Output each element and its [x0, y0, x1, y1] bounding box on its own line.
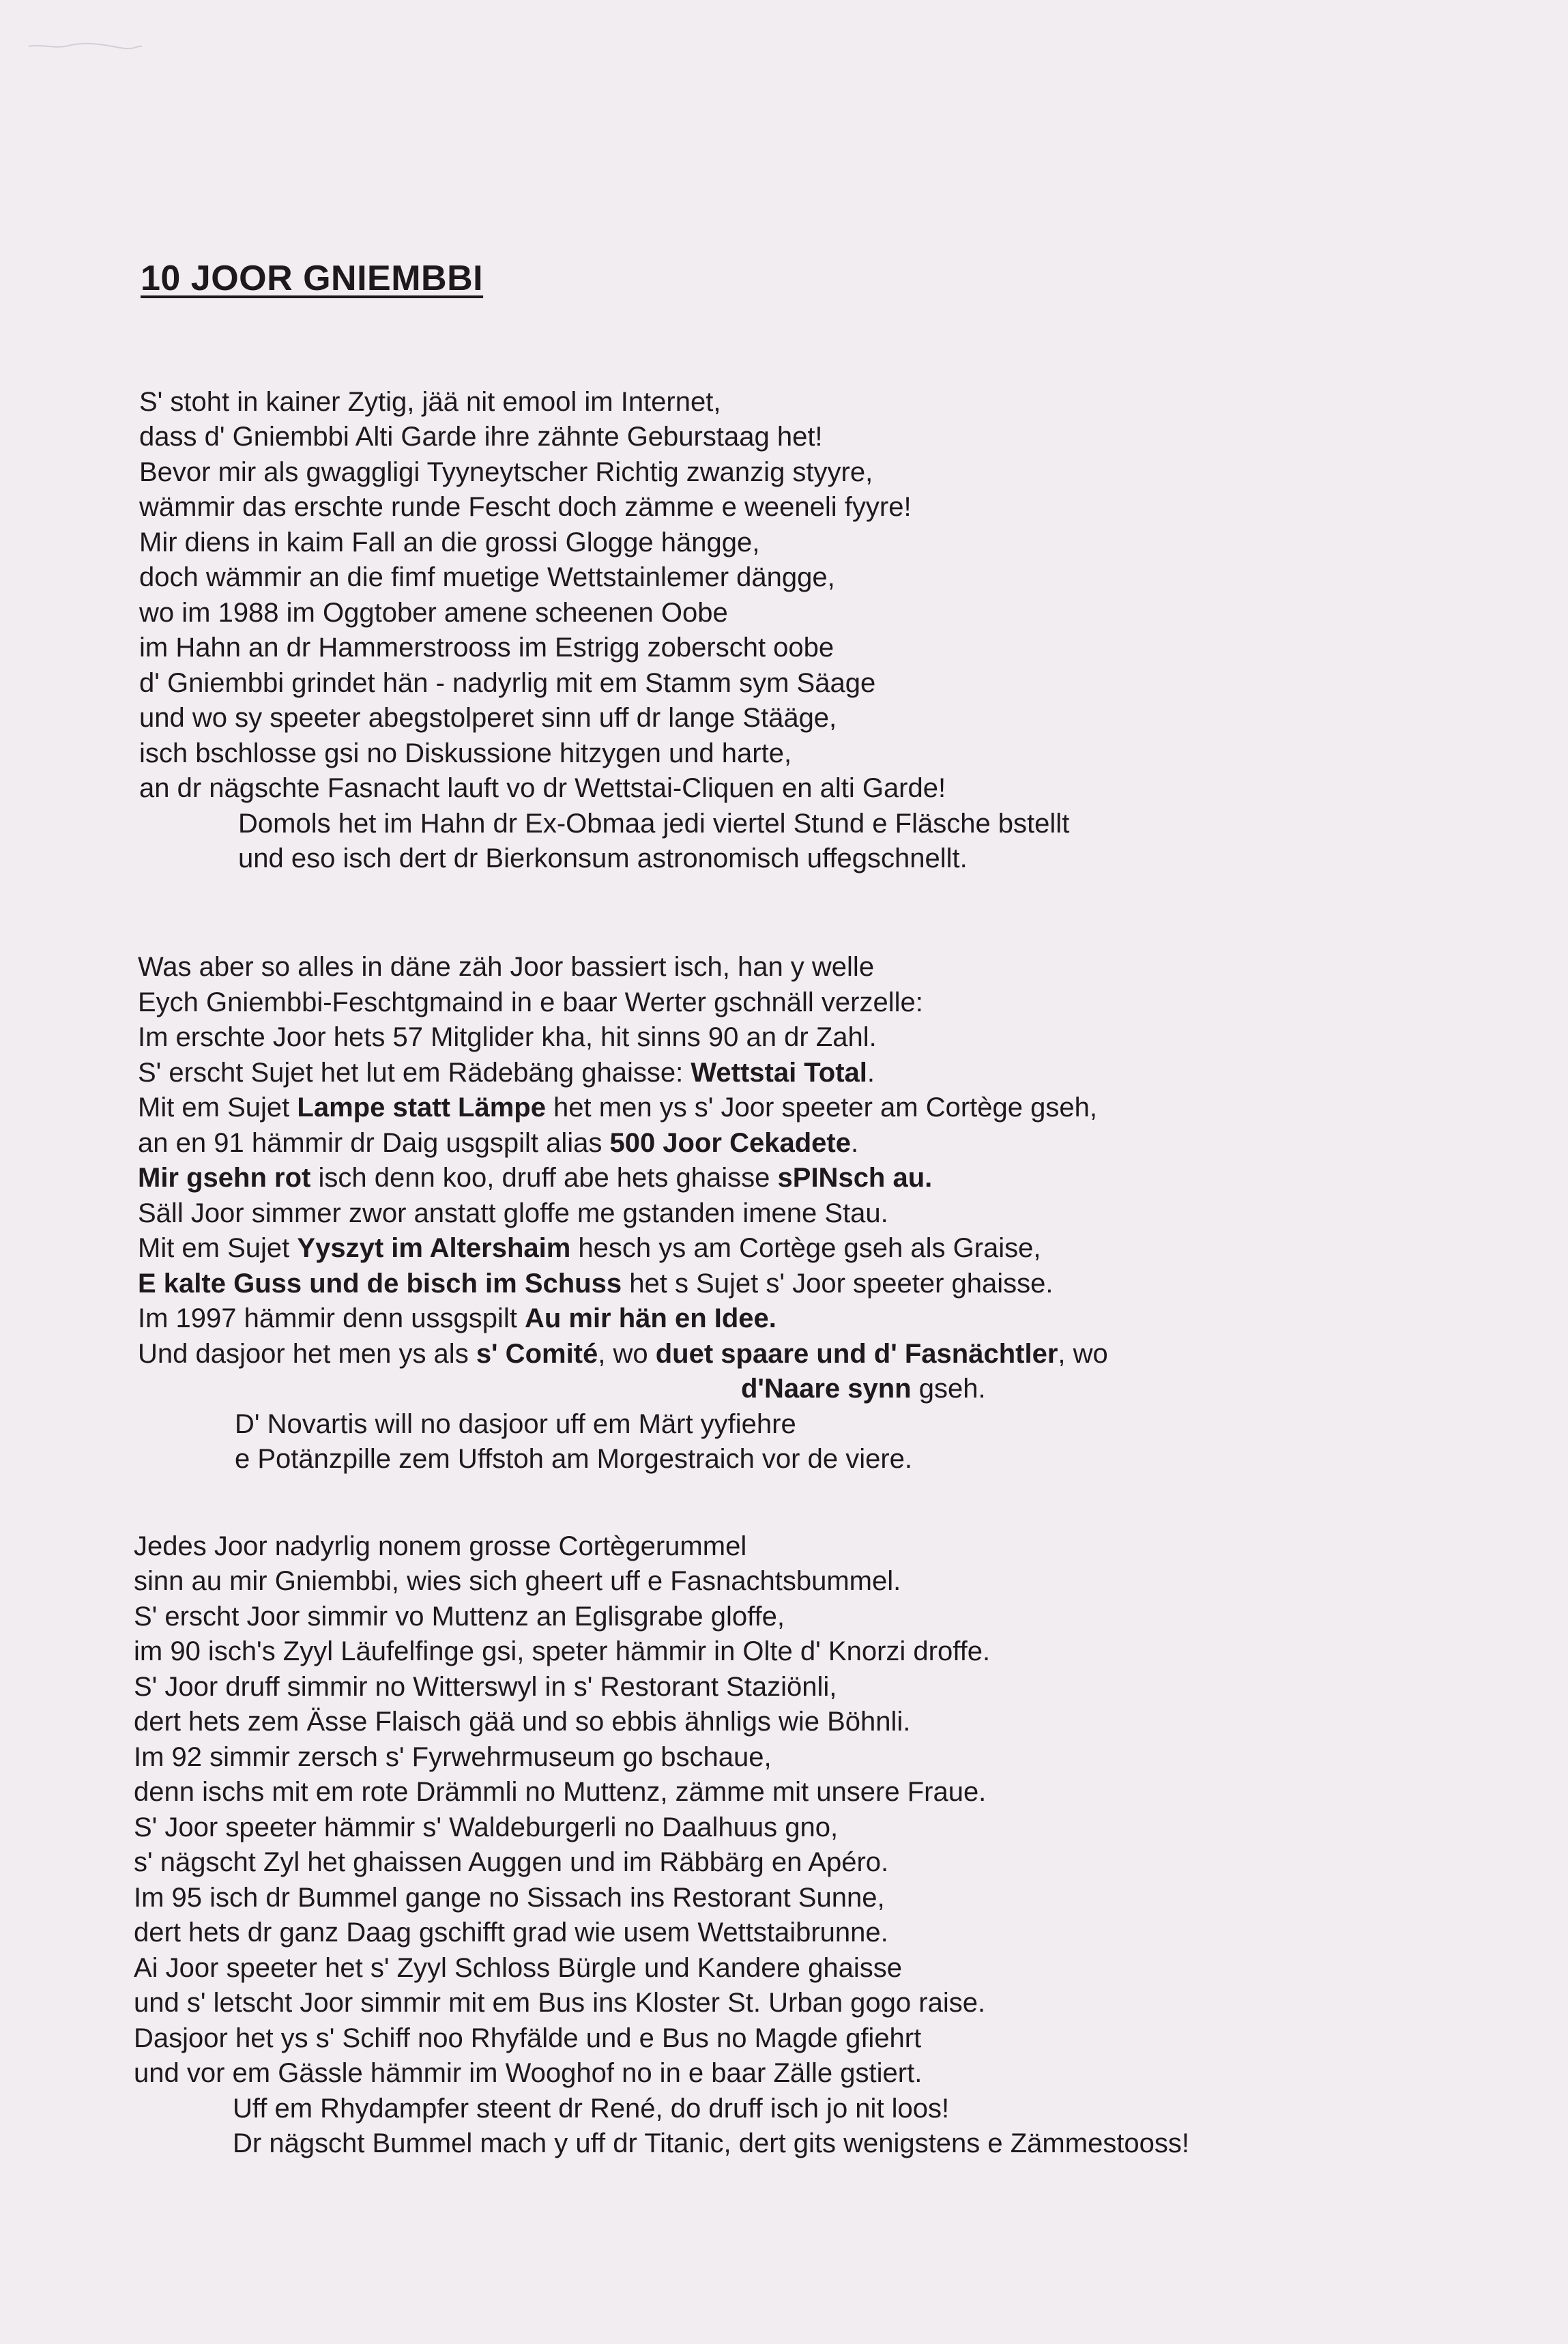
- line-text: an en 91 hämmir dr Daig usgspilt alias: [138, 1128, 610, 1158]
- line-text: Mit em Sujet: [138, 1233, 297, 1263]
- stanza-3-line: und s' letscht Joor simmir mit em Bus ins Kloster St. Urban gogo raise.: [134, 1988, 986, 2018]
- stanza-2-line: Was aber so alles in däne zäh Joor bassiert isch, han y welle: [138, 952, 875, 982]
- stanza-1-line: Bevor mir als gwaggligi Tyyneytscher Richtig zwanzig styyre,: [139, 457, 873, 487]
- sujet-name: Au mir hän en Idee.: [524, 1303, 776, 1333]
- sujet-name: 500 Joor Cekadete: [609, 1128, 851, 1158]
- stanza-3-line: S' Joor speeter hämmir s' Waldeburgerli no Daalhuus gno,: [134, 1812, 839, 1842]
- sujet-name: s' Comité: [476, 1339, 598, 1369]
- stanza-3-line: s' nägscht Zyl het ghaissen Auggen und im Räbbärg en Apéro.: [134, 1847, 889, 1877]
- stanza-2-line: [138, 1125, 858, 1161]
- stanza-3-line: Ai Joor speeter het s' Zyyl Schloss Bürgle und Kandere ghaisse: [134, 1953, 903, 1983]
- line-text: het s Sujet s' Joor speeter ghaisse.: [622, 1269, 1054, 1299]
- line-text: Und dasjoor het men ys als: [138, 1339, 476, 1369]
- stanza-1-line: im Hahn an dr Hammerstrooss im Estrigg zoberscht oobe: [139, 633, 834, 663]
- stanza-1-line-indented: Domols het im Hahn dr Ex-Obmaa jedi viertel Stund e Fläsche bstellt: [238, 809, 1070, 839]
- sujet-name: Lampe statt Lämpe: [297, 1093, 546, 1123]
- stanza-2-line: Eych Gniembbi-Feschtgmaind in e baar Werter gschnäll verzelle:: [138, 987, 923, 1017]
- stanza-1-line: wämmir das erschte runde Fescht doch zämme e weeneli fyyre!: [139, 492, 912, 522]
- stanza-1-line: d' Gniembbi grindet hän - nadyrlig mit em Stamm sym Säage: [139, 668, 876, 698]
- line-text: S' erscht Sujet het lut em Rädebäng ghaisse:: [138, 1058, 691, 1088]
- stanza-1-line: isch bschlosse gsi no Diskussione hitzygen und harte,: [139, 738, 792, 768]
- stanza-3-line: Dasjoor het ys s' Schiff noo Rhyfälde und e Bus no Magde gfiehrt: [134, 2023, 922, 2053]
- stanza-2-line-continuation: [741, 1371, 986, 1406]
- stanza-2-line: Im erschte Joor hets 57 Mitglider kha, hit sinns 90 an dr Zahl.: [138, 1022, 877, 1052]
- line-text: het men ys s' Joor speeter am Cortège gseh,: [545, 1093, 1097, 1123]
- stanza-1-line: dass d' Gniembbi Alti Garde ihre zähnte Geburstaag het!: [139, 422, 823, 452]
- stanza-2-line-indented: e Potänzpille zem Uffstoh am Morgestraich vor de viere.: [235, 1444, 913, 1474]
- stanza-3-line: Im 95 isch dr Bummel gange no Sissach ins Restorant Sunne,: [134, 1883, 885, 1913]
- stanza-2-line: [138, 1160, 932, 1196]
- stanza-3-line: S' Joor druff simmir no Witterswyl in s' Restorant Staziönli,: [134, 1672, 837, 1702]
- stanza-3-line: S' erscht Joor simmir vo Muttenz an Eglisgrabe gloffe,: [134, 1602, 785, 1632]
- stanza-1-line: und wo sy speeter abegstolperet sinn uff dr lange Stääge,: [139, 703, 837, 733]
- stanza-2-line: [138, 1301, 776, 1336]
- stanza-2-line: Säll Joor simmer zwor anstatt gloffe me gstanden imene Stau.: [138, 1198, 888, 1228]
- sujet-name: Wettstai Total: [691, 1058, 867, 1088]
- stanza-3-line: Im 92 simmir zersch s' Fyrwehrmuseum go bschaue,: [134, 1742, 772, 1772]
- paper-smudge: [27, 41, 143, 52]
- stanza-3-line: dert hets zem Ässe Flaisch gää und so ebbis ähnligs wie Böhnli.: [134, 1707, 911, 1737]
- line-text: , wo: [598, 1339, 656, 1369]
- sujet-name: sPINsch au.: [777, 1163, 933, 1193]
- stanza-2-line: [138, 1230, 1041, 1266]
- sujet-name: duet spaare und d' Fasnächtler: [655, 1339, 1058, 1369]
- document-title: 10 JOOR GNIEMBBI: [141, 259, 484, 298]
- line-text: isch denn koo, druff abe hets ghaisse: [310, 1163, 778, 1193]
- stanza-3-line: sinn au mir Gniembbi, wies sich gheert uff e Fasnachtsbummel.: [134, 1566, 901, 1596]
- line-text: Im 1997 hämmir denn ussgspilt: [138, 1303, 525, 1333]
- stanza-2-line-indented: D' Novartis will no dasjoor uff em Märt yyfiehre: [235, 1409, 796, 1439]
- stanza-1-line: S' stoht in kainer Zytig, jää nit emool im Internet,: [139, 387, 721, 417]
- sujet-name: d'Naare synn: [741, 1374, 912, 1404]
- line-text: .: [867, 1058, 875, 1088]
- line-text: , wo: [1058, 1339, 1108, 1369]
- stanza-3-line-indented: Dr nägscht Bummel mach y uff dr Titanic, dert gits wenigstens e Zämmestooss!: [233, 2128, 1190, 2158]
- stanza-2-line: [138, 1090, 1097, 1125]
- stanza-1-line: Mir diens in kaim Fall an die grossi Glogge hängge,: [139, 527, 760, 558]
- stanza-1-line: wo im 1988 im Oggtober amene scheenen Oobe: [139, 598, 728, 628]
- stanza-3-line: dert hets dr ganz Daag gschifft grad wie usem Wettstaibrunne.: [134, 1918, 888, 1948]
- line-text: gseh.: [911, 1374, 986, 1404]
- sujet-name: E kalte Guss und de bisch im Schuss: [138, 1269, 622, 1299]
- stanza-1-line: an dr nägschte Fasnacht lauft vo dr Wettstai-Cliquen en alti Garde!: [139, 773, 946, 803]
- line-text: .: [850, 1128, 859, 1158]
- sujet-name: Mir gsehn rot: [138, 1163, 311, 1193]
- stanza-3-line: im 90 isch's Zyyl Läufelfinge gsi, speter hämmir in Olte d' Knorzi droffe.: [134, 1636, 991, 1666]
- stanza-2-line: [138, 1336, 1108, 1372]
- sujet-name: Yyszyt im Altershaim: [297, 1233, 571, 1263]
- stanza-3-line-indented: Uff em Rhydampfer steent dr René, do druff isch jo nit loos!: [233, 2094, 950, 2124]
- stanza-2-line: [138, 1266, 1054, 1301]
- stanza-3-line: Jedes Joor nadyrlig nonem grosse Cortègerummel: [134, 1531, 747, 1561]
- stanza-1-line-indented: und eso isch dert dr Bierkonsum astronomisch uffegschnellt.: [238, 843, 968, 873]
- stanza-3-line: denn ischs mit em rote Drämmli no Muttenz, zämme mit unsere Fraue.: [134, 1777, 987, 1807]
- line-text: Mit em Sujet: [138, 1093, 297, 1123]
- stanza-2-line: [138, 1055, 875, 1090]
- stanza-1-line: doch wämmir an die fimf muetige Wettstainlemer dängge,: [139, 562, 835, 592]
- stanza-3-line: und vor em Gässle hämmir im Wooghof no in e baar Zälle gstiert.: [134, 2058, 923, 2088]
- line-text: hesch ys am Cortège gseh als Graise,: [570, 1233, 1041, 1263]
